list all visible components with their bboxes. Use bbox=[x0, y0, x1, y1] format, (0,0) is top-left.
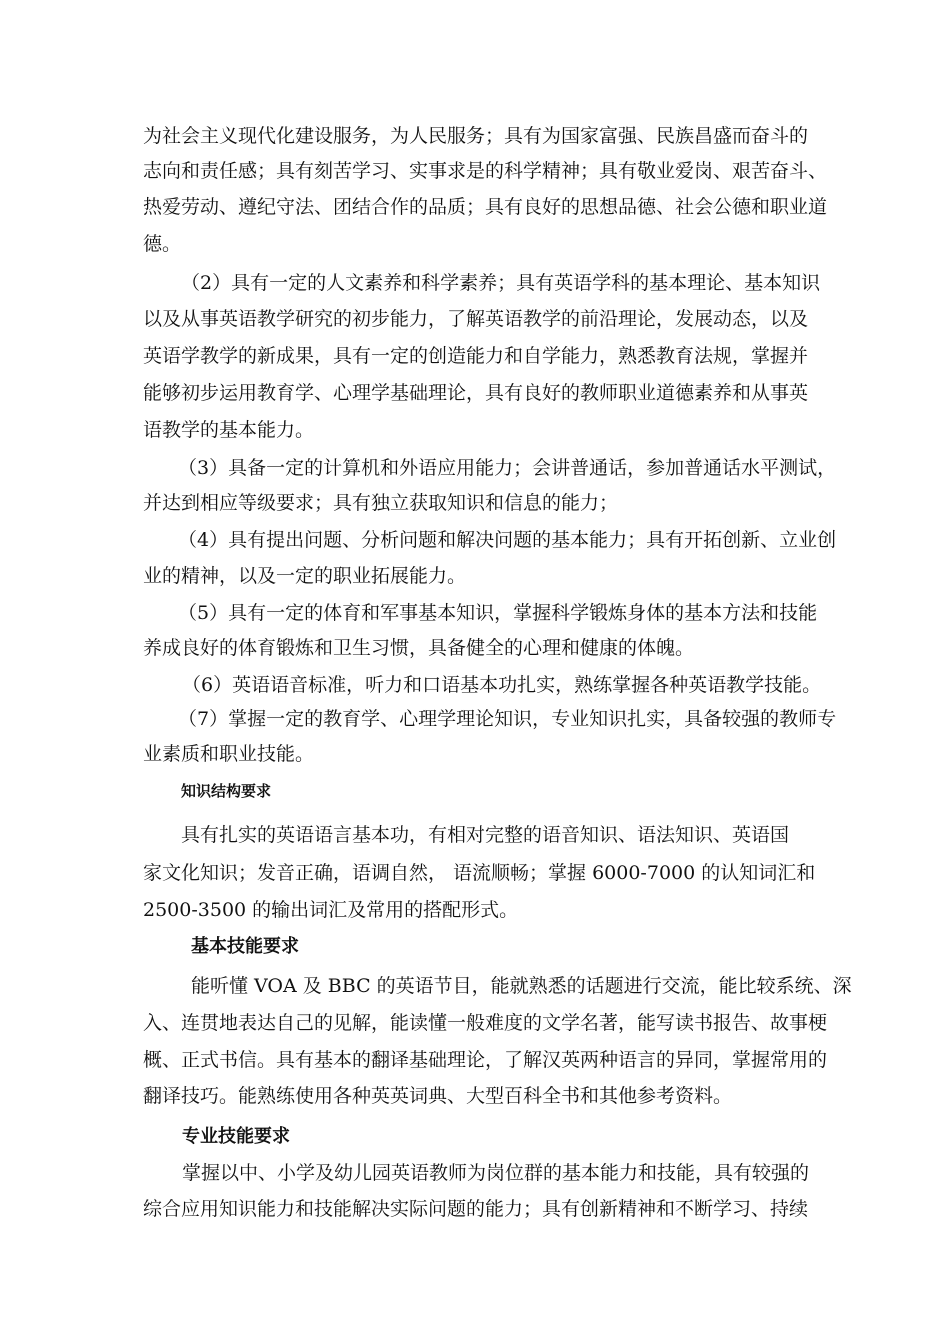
basic-skills-line-4: 翻译技巧。能熟练使用各种英英词典、大型百科全书和其他参考资料。 bbox=[143, 1085, 733, 1107]
item-6-line-1: （6）英语语音标准，听力和口语基本功扎实，熟练掌握各种英语教学技能。 bbox=[182, 674, 822, 696]
knowledge-line-2: 家文化知识；发音正确，语调自然， 语流顺畅；掌握 6000-7000 的认知词汇和 bbox=[143, 862, 816, 884]
item-4-line-2: 业的精神，以及一定的职业拓展能力。 bbox=[143, 565, 467, 587]
heading-basic-skills: 基本技能要求 bbox=[191, 936, 299, 957]
item-5-line-2: 养成良好的体育锻炼和卫生习惯，具备健全的心理和健康的体魄。 bbox=[143, 637, 695, 659]
basic-skills-line-2: 入、连贯地表达自己的见解，能读懂一般难度的文学名著，能写读书报告、故事梗 bbox=[143, 1012, 828, 1034]
basic-skills-line-1: 能听懂 VOA 及 BBC 的英语节目，能就熟悉的话题进行交流，能比较系统、深 bbox=[191, 975, 852, 997]
paragraph-1-line-2: 志向和责任感；具有刻苦学习、实事求是的科学精神；具有敬业爱岗、艰苦奋斗、 bbox=[143, 160, 828, 182]
heading-knowledge-structure: 知识结构要求 bbox=[181, 782, 272, 800]
knowledge-line-3: 2500-3500 的输出词汇及常用的搭配形式。 bbox=[143, 899, 519, 921]
item-3-line-1: （3）具备一定的计算机和外语应用能力；会讲普通话，参加普通话水平测试， bbox=[178, 457, 837, 479]
paragraph-1-line-4: 德。 bbox=[143, 233, 182, 255]
basic-skills-line-3: 概、正式书信。具有基本的翻译基础理论，了解汉英两种语言的异同，掌握常用的 bbox=[143, 1049, 828, 1071]
item-4-line-1: （4）具有提出问题、分析问题和解决问题的基本能力；具有开拓创新、立业创 bbox=[178, 529, 837, 551]
item-5-line-1: （5）具有一定的体育和军事基本知识，掌握科学锻炼身体的基本方法和技能 bbox=[178, 602, 818, 624]
paragraph-1-line-1: 为社会主义现代化建设服务，为人民服务；具有为国家富强、民族昌盛而奋斗的 bbox=[143, 125, 809, 147]
knowledge-line-1: 具有扎实的英语语言基本功，有相对完整的语音知识、语法知识、英语国 bbox=[181, 824, 790, 846]
professional-skills-line-2: 综合应用知识能力和技能解决实际问题的能力；具有创新精神和不断学习、持续 bbox=[143, 1198, 809, 1220]
paragraph-1-line-3: 热爱劳动、遵纪守法、团结合作的品质；具有良好的思想品德、社会公德和职业道 bbox=[143, 196, 828, 218]
item-2-line-3: 英语学教学的新成果，具有一定的创造能力和自学能力，熟悉教育法规，掌握并 bbox=[143, 345, 809, 367]
heading-professional-skills: 专业技能要求 bbox=[182, 1126, 290, 1147]
item-2-line-1: （2）具有一定的人文素养和科学素养；具有英语学科的基本理论、基本知识 bbox=[181, 272, 821, 294]
item-7-line-2: 业素质和职业技能。 bbox=[143, 743, 315, 765]
professional-skills-line-1: 掌握以中、小学及幼儿园英语教师为岗位群的基本能力和技能，具有较强的 bbox=[182, 1162, 810, 1184]
item-3-line-2: 并达到相应等级要求；具有独立获取知识和信息的能力； bbox=[143, 492, 619, 514]
item-2-line-4: 能够初步运用教育学、心理学基础理论，具有良好的教师职业道德素养和从事英 bbox=[143, 382, 809, 404]
item-7-line-1: （7）掌握一定的教育学、心理学理论知识，专业知识扎实，具备较强的教师专 bbox=[178, 708, 837, 730]
item-2-line-2: 以及从事英语教学研究的初步能力，了解英语教学的前沿理论，发展动态，以及 bbox=[143, 308, 809, 330]
item-2-line-5: 语教学的基本能力。 bbox=[143, 419, 315, 441]
